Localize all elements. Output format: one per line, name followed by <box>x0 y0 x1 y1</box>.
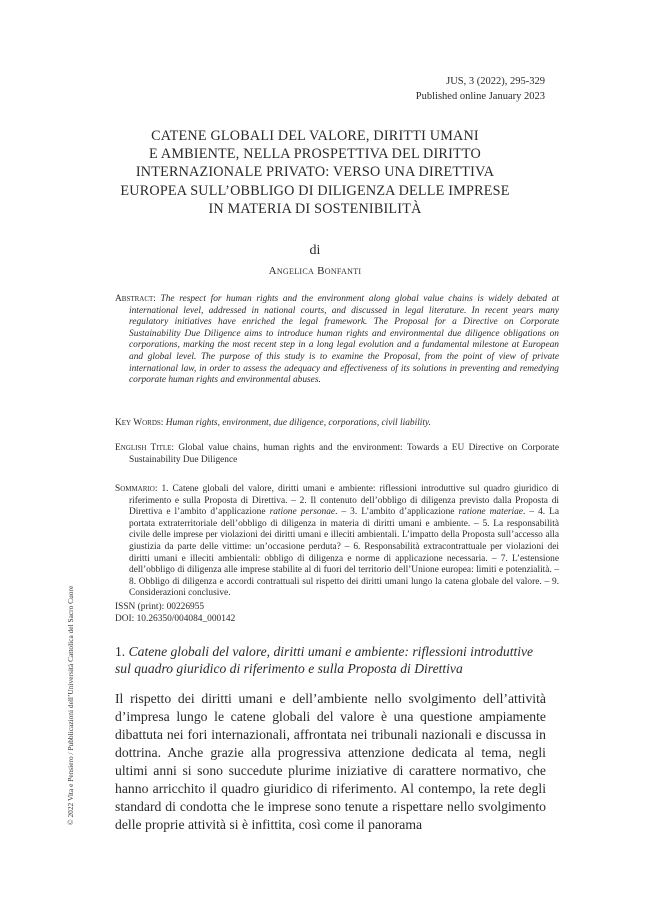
title-line: CATENE GLOBALI DEL VALORE, DIRITTI UMANI <box>151 128 479 144</box>
sommario-italic-1: ratione personae <box>269 507 336 518</box>
title-line: INTERNAZIONALE PRIVATO: VERSO UNA DIRETTIVA <box>135 164 495 181</box>
sommario <box>115 484 559 600</box>
section-title: Catene globali del valore, diritti umani e ambiente: riflessioni introduttive sul quadro giuridico di riferimento e sulla Proposta di Direttiva <box>115 644 534 676</box>
section-number: 1. <box>115 644 126 659</box>
abstract-label: Abstract: <box>115 294 156 304</box>
author-name: Angelica Bonfanti <box>268 265 362 277</box>
sommario-text-2: . – 3. L’ambito d’applicazione <box>335 507 455 518</box>
title-line: IN MATERIA DI SOSTENIBILITÀ <box>208 200 422 217</box>
sommario-label: Sommario: <box>115 484 158 494</box>
abstract <box>115 294 559 387</box>
title-line: E AMBIENTE, NELLA PROSPETTIVA DEL DIRITTO <box>149 146 481 163</box>
keywords-text: Human rights, environment, due diligence, corporations, civil liability. <box>165 418 431 428</box>
doi: DOI: 10.26350/004084_000142 <box>115 614 236 624</box>
keywords <box>115 418 559 430</box>
body-paragraph: Il rispetto dei diritti umani e dell’ambiente nello svolgimento dell’attività d’impresa lungo le catene globali del valore è una questione ampiamente dibattuta nei fori internazionali, affrontata nei tribunali nazionali e discussa in dottrina. Anche grazie alla progressiva attenzione dedicata al tema, negli ultimi anni si sono succedute plurime iniziative di carattere normativo, che hanno arricchito il quadro giuridico di riferimento. Al contempo, la rete degli standard di condotta che le imprese sono tenute a rispettare nello svolgimento delle proprie attività si è infittita, così come il panorama <box>115 691 546 832</box>
copyright-side-note: © 2022 Vita e Pensiero / Pubblicazioni dell’Università Cattolica del Sacro Cuore <box>66 585 75 825</box>
journal-citation: JUS, 3 (2022), 295-329 <box>446 76 545 87</box>
published-date: Published online January 2023 <box>415 91 545 102</box>
title-line: EUROPEA SULL’OBBLIGO DI DILIGENZA DELLE IMPRESE <box>120 182 510 199</box>
sommario-text-3: . – 4. La portata extraterritoriale dell’obbligo di diligenza in materia di diritti umani e ambiente. – 5. La responsabilità civile delle imprese per violazioni dei diritti umani e illeciti ambientali. L’impatto della Proposta sull’accesso alla giustizia da parte delle vittime: un’occasione perduta? – 6. Responsabilità extracontrattuale per violazioni dei diritti umani e illeciti ambientali: obbligo di diligenza e norme di applicazione necessaria. – 7. L’estensione dell’obbligo di diligenza alle imprese stabilite al di fuori del territorio dell’Unione europea: limiti e potenzialità. – 8. Obbligo di diligenza e accordi contrattuali sul rispetto dei diritti umani lungo la catena globale del valore. – 9. Considerazioni conclusive. <box>129 507 560 599</box>
section-heading <box>115 644 545 677</box>
byline <box>100 242 530 280</box>
sommario-text-1: 1. Catene globali del valore, diritti umani e ambiente: riflessioni introduttive sul quadro giuridico di riferimento e sulla Proposta di Direttiva. – 2. Il contenuto dell’obbligo di diligenza previsto dalla Proposta di Direttiva e l’ambito d’applicazione <box>129 484 560 518</box>
issn: ISSN (print): 00226955 <box>115 602 205 612</box>
journal-reference <box>416 74 545 104</box>
abstract-text: The respect for human rights and the environment along global value chains is widely debated at international level, addressed in national courts, and discussed in legal literature. In recent years many regulatory initiatives have enriched the legal framework. The Proposal for a Directive on Corporate Sustainability Due Diligence aims to introduce human rights and environmental due diligence obligations on corporations, marking the most recent step in a long legal evolution and a fundamental milestone at European and global level. The purpose of this study is to examine the Proposal, from the point of view of private international law, in order to assess the adequacy and effectiveness of its solutions in preventing and remedying corporate human rights and environmental abuses. <box>129 294 559 386</box>
english-title-label: English Title: <box>115 443 175 453</box>
sommario-italic-2: ratione materiae <box>458 507 523 518</box>
keywords-label: Key Words: <box>115 418 164 428</box>
byline-di: di <box>309 243 321 258</box>
english-title <box>115 443 559 466</box>
article-title <box>100 127 530 218</box>
english-title-text: Global value chains, human rights and the environment: Towards a EU Directive on Corporate Sustainability Due Diligence <box>129 443 560 465</box>
